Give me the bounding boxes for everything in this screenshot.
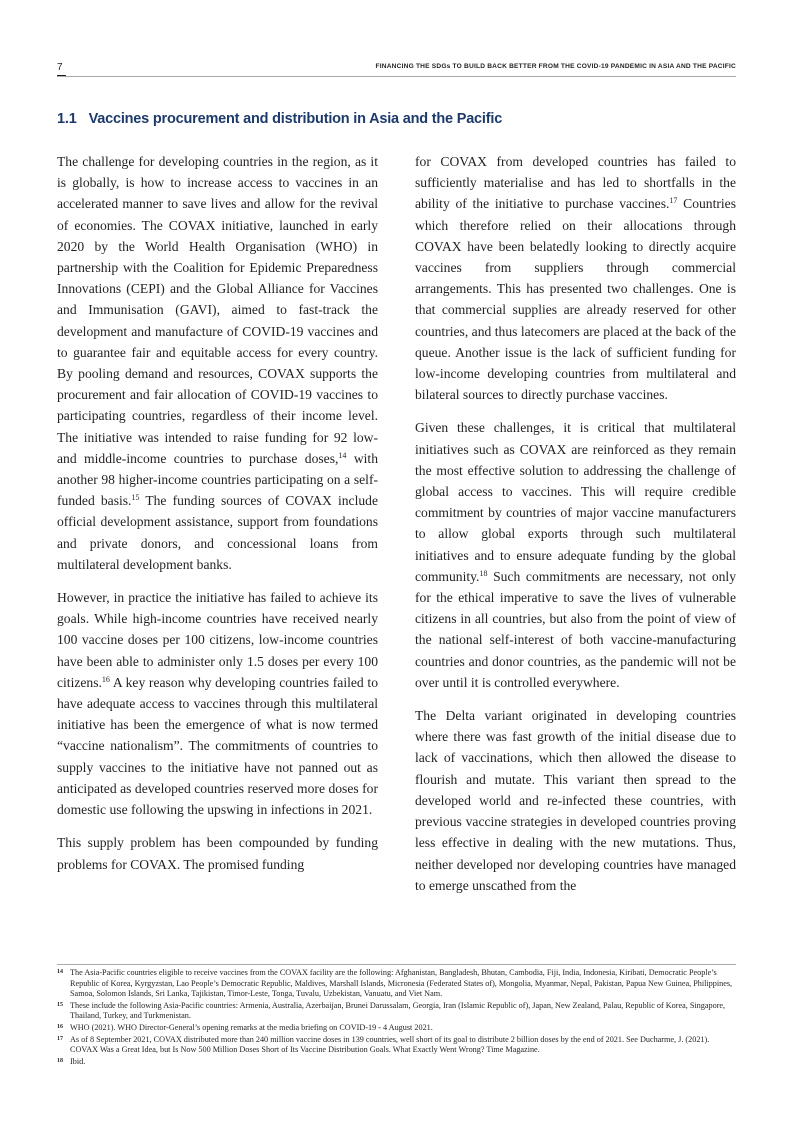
footnote-text: These include the following Asia-Pacific countries: Armenia, Australia, Azerbaijan, Brunei Darussalam, Georgia, Iran (Islamic Republic of), Japan, New Zealand, Palau, Republic of Korea, Singapore, Thailand, Turkey, and Turkmenistan. <box>70 1000 726 1021</box>
footnote-text: The Asia-Pacific countries eligible to receive vaccines from the COVAX facility are the following: Afghanistan, Bangladesh, Bhutan, Cambodia, Fiji, India, Indonesia, Kiribati, Democratic People’s Republic of Korea, Kyrgyzstan, Lao People’s Democratic Republic, Maldives, Marshall Islands, Micronesia (Federated States of), Mongolia, Myanmar, Nepal, Pakistan, Papua New Guinea, Philippines, Samoa, Solomon Islands, Sri Lanka, Tajikistan, Timor-Leste, Tonga, Tuvalu, Uzbekistan, Vanuatu, and Viet Nam. <box>70 968 733 999</box>
footnote <box>57 1023 737 1034</box>
footnote-mark: 14 <box>57 969 63 975</box>
footnote-ref[interactable]: 17 <box>669 196 678 206</box>
left-column <box>57 151 378 887</box>
footnote <box>57 1057 737 1068</box>
footnote-text: As of 8 September 2021, COVAX distributed more than 240 million vaccine doses in 139 countries, well short of its goal to distribute 2 billion doses by the end of 2021. See Ducharme, J. (2021). COVAX Was a Great Idea, but Is Now 500 Million Doses Short of Its Vaccine Distribution Goals. What Exactly Went Wrong? Time Magazine. <box>70 1034 710 1055</box>
footnote-divider <box>57 964 736 965</box>
paragraph-text: However, in practice the initiative has failed to achieve its goals. While high-income countries have received nearly 100 vaccine doses per 100 citizens, low-income countries have been able to administer only 1.5 doses per every 100 citizens. <box>57 590 378 690</box>
section-number: 1.1 <box>57 111 77 127</box>
footnote-mark: 15 <box>57 1001 63 1008</box>
paragraph <box>415 417 736 693</box>
section-title: Vaccines procurement and distribution in Asia and the Pacific <box>88 111 503 127</box>
footnote-ref[interactable]: 16 <box>101 674 110 684</box>
footnote-text: Ibid. <box>70 1056 86 1066</box>
running-header: FINANCING THE SDGs TO BUILD BACK BETTER FROM THE COVID-19 PANDEMIC IN ASIA AND THE PACIFIC <box>375 63 736 70</box>
footnote <box>57 1035 737 1056</box>
paragraph-text: with another 98 higher-income countries participating on a self-funded basis. <box>57 450 378 509</box>
paragraph <box>57 151 378 575</box>
page-number: 7 <box>57 62 66 76</box>
paragraph-text: Such commitments are necessary, not only for the ethical imperative to save the lives of vulnerable citizens in all countries, but also from the point of view of the national self-interest of both vaccine-manufacturing countries and donor countries, as the pandemic will not be over until it is controlled everywhere. <box>415 568 736 690</box>
footnote-text: WHO (2021). WHO Director-General’s opening remarks at the media briefing on COVID-19 - 4 August 2021. <box>70 1022 433 1032</box>
paragraph-text: A key reason why developing countries failed to have adequate access to vaccines through this multilateral initiative has been the emergence of what is now termed “vaccine nationalism”. The commitments of countries to supply vaccines to the initiative have not panned out as anticipated as developed countries reserved more doses for domestic use following the upswing in infections in 2021. <box>57 674 378 818</box>
footnote-mark: 16 <box>57 1023 63 1030</box>
footnotes <box>57 968 737 1068</box>
footnote-ref[interactable]: 15 <box>131 493 140 503</box>
paragraph: This supply problem has been compounded by funding problems for COVAX. The promised funding <box>57 835 378 872</box>
footnote-mark: 17 <box>57 1035 63 1042</box>
right-column <box>415 151 736 908</box>
footnote <box>57 1001 737 1022</box>
header-divider <box>57 76 736 77</box>
footnote-mark: 18 <box>57 1057 63 1064</box>
paragraph <box>57 587 378 820</box>
paragraph <box>415 151 736 405</box>
footnote <box>57 968 737 1000</box>
paragraph-text: Countries which therefore relied on their allocations through COVAX have been belatedly looking to directly acquire vaccines from suppliers through commercial arrangements. This has presented two challenges. One is that commercial supplies are already reserved for other countries, and thus latecomers are placed at the back of the queue. Another issue is the lack of sufficient funding for low-income developing countries from multilateral and bilateral sources to directly purchase vaccines. <box>415 196 737 403</box>
paragraph-text: The funding sources of COVAX include official development assistance, support from foundations and private donors, and concessional loans from multilateral development banks. <box>57 493 378 572</box>
section-heading <box>57 111 502 127</box>
paragraph: The Delta variant originated in developing countries where there was fast growth of the initial disease due to lack of vaccinations, which then allowed the disease to flourish and mutate. This variant then spread to the developed world and re-infected these countries, with previous vaccine strategies in developed countries proving less effective in dealing with the new mutations. Thus, neither developed nor developing countries have managed to emerge unscathed from the <box>415 708 736 893</box>
paragraph-text: for COVAX from developed countries has failed to sufficiently materialise and has led to shortfalls in the ability of the initiative to purchase vaccines. <box>415 154 736 212</box>
footnote-ref[interactable]: 14 <box>338 450 347 460</box>
paragraph-text: The challenge for developing countries in the region, as it is globally, is how to increase access to vaccines in an accelerated manner to save lives and allow for the revival of economies. The COVAX initiative, launched in early 2020 by the World Health Organisation (WHO) in partnership with the Coalition for Epidemic Preparedness Innovations (CEPI) and the Global Alliance for Vaccines and Immunisation (GAVI), aimed to fast-track the development and manufacture of COVID-19 vaccines and to guarantee fair and equitable access for every country. By pooling demand and resources, COVAX supports the procurement and fair allocation of COVID-19 vaccines to participating countries, regardless of their income level. The initiative was intended to raise funding for 92 low- and middle-income countries to purchase doses, <box>57 154 378 466</box>
paragraph-text: Given these challenges, it is critical that multilateral initiatives such as COVAX are reinforced as they remain the most effective solution to addressing the challenge of global access to vaccines. This will require credible commitment by countries of major vaccine manufacturers to allow global exports through such multilateral initiatives and to ensure adequate funding by the global community. <box>415 420 736 584</box>
footnote-ref[interactable]: 18 <box>479 568 488 578</box>
